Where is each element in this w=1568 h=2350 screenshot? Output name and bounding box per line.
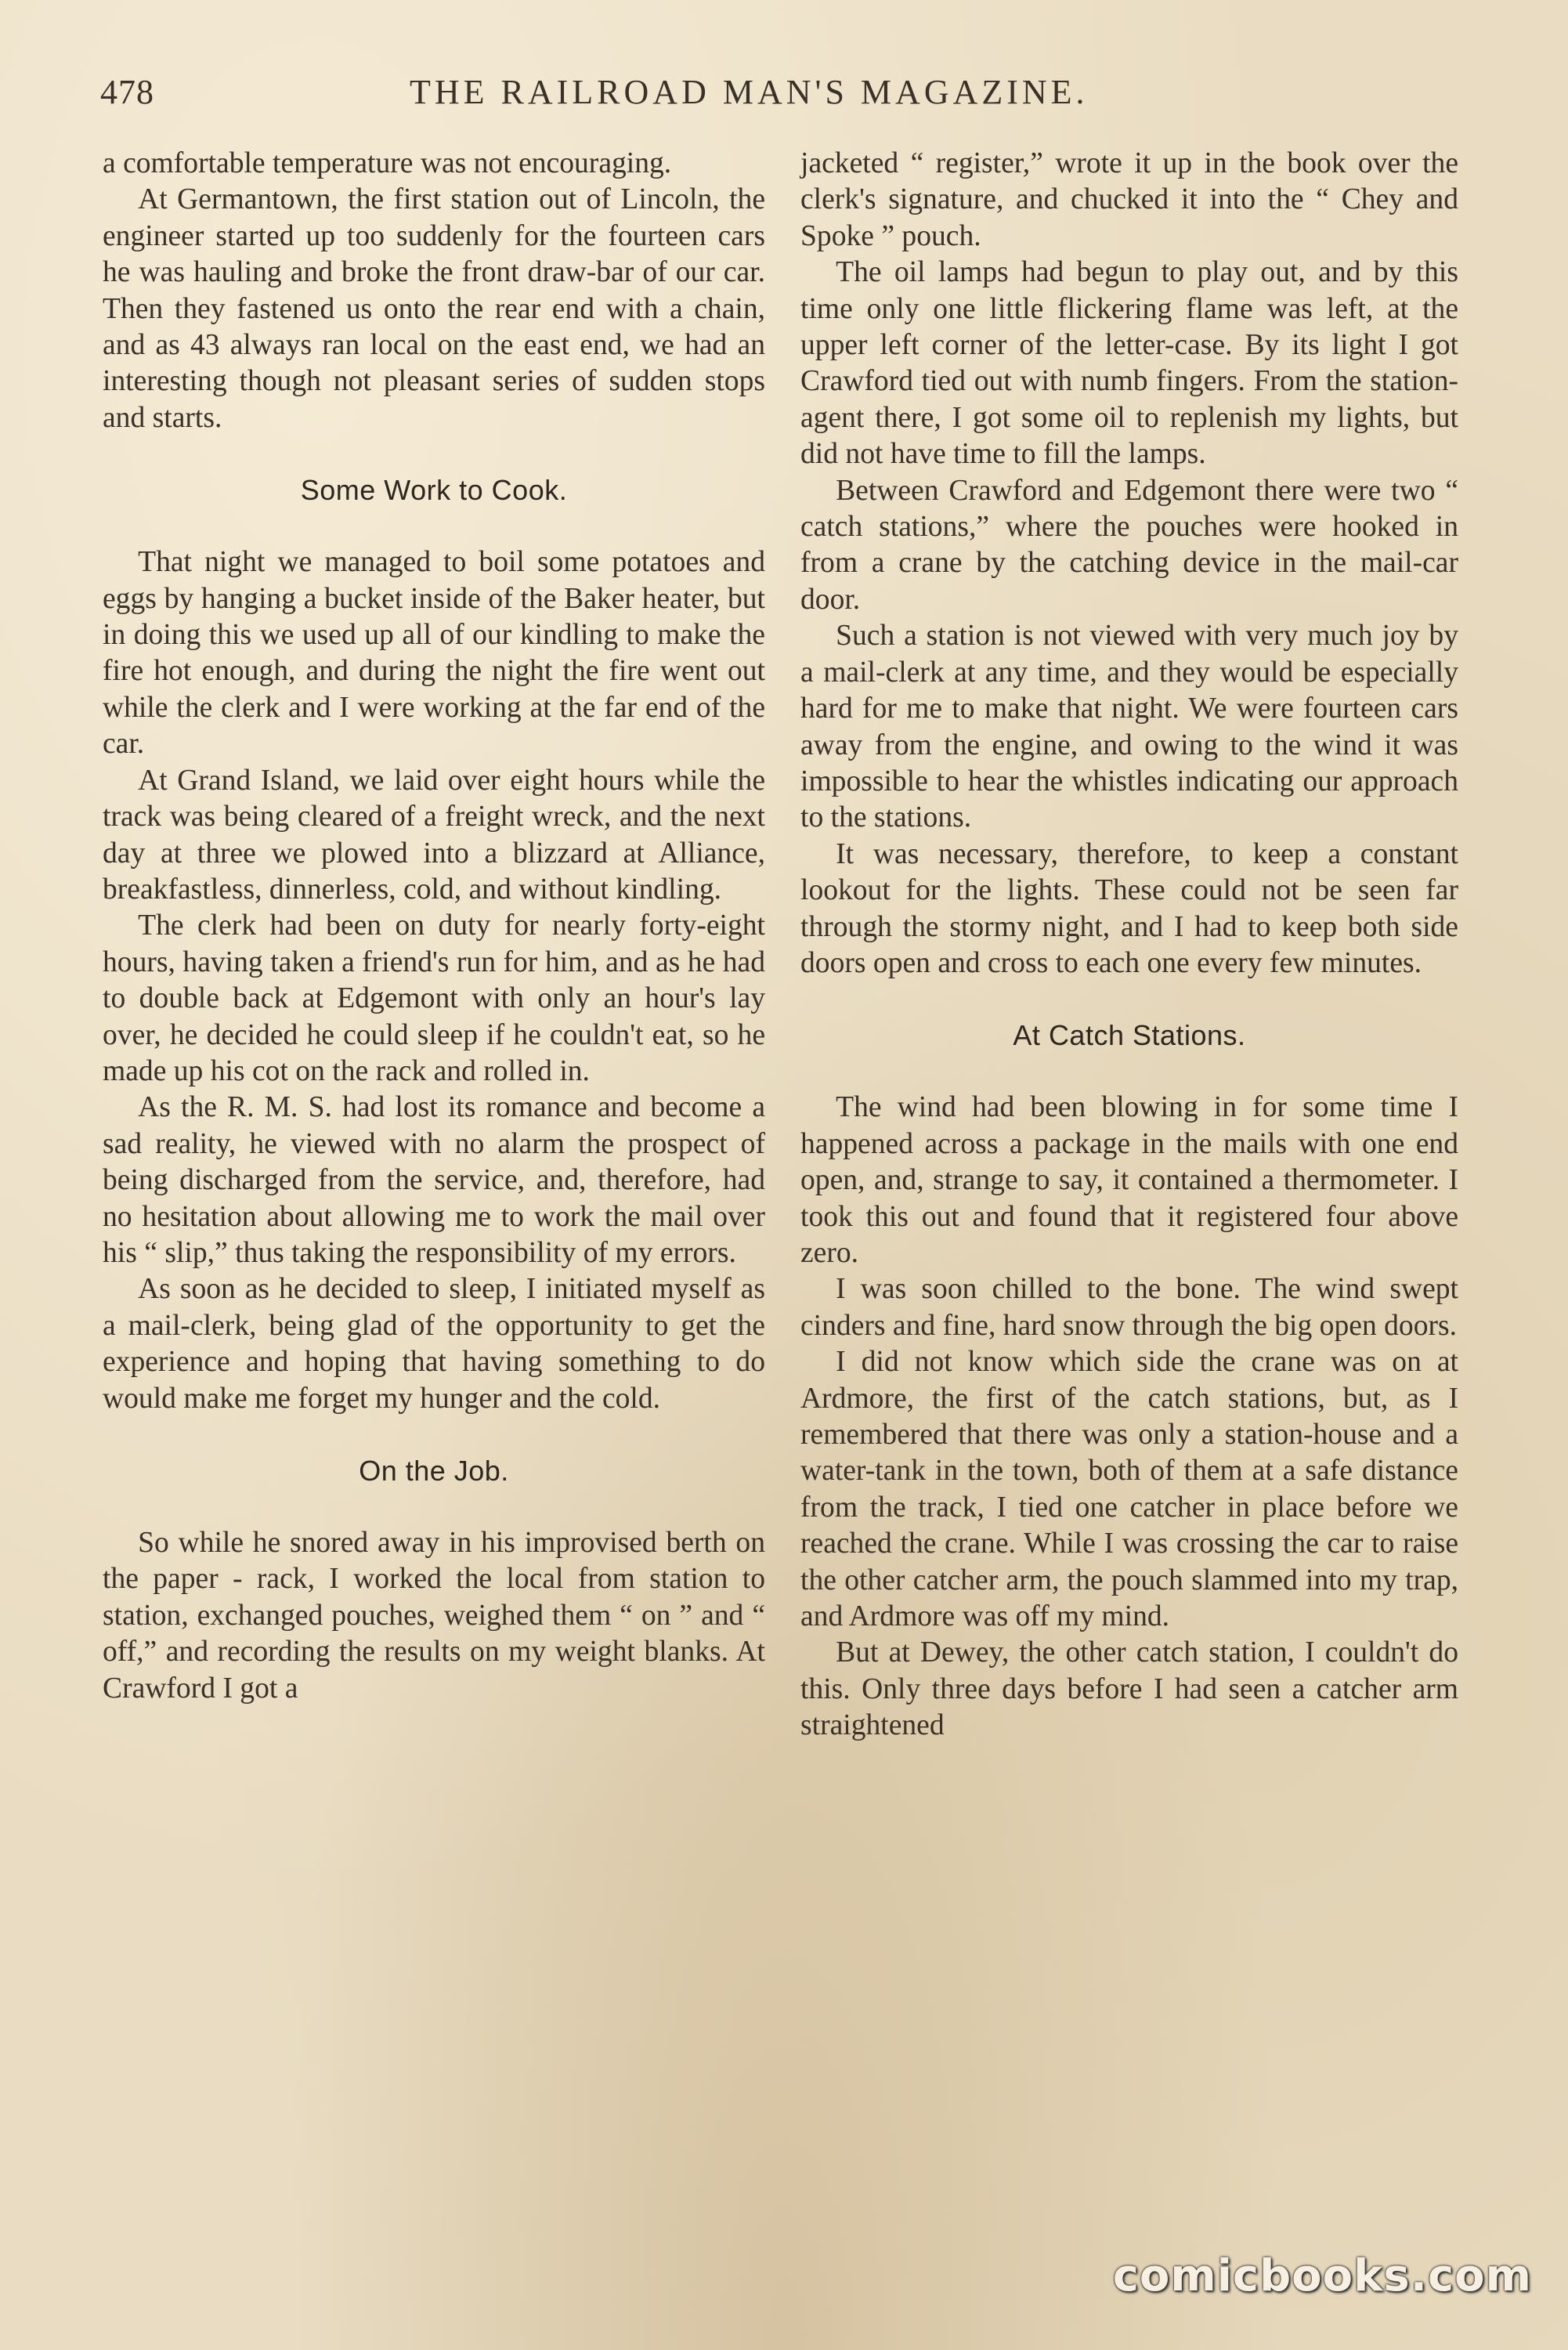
paragraph: The wind had been blowing in for some time I happened across a package in the mails with one end open, and, strange to say, it contained a thermometer. I took this out and found that it registered four above zero. xyxy=(800,1091,1458,1269)
paragraph: Such a station is not viewed with very much joy by a mail-clerk at any time, and they would be especially hard for me to make that night. We were fourteen cars away from the engine, and owing to the wind it was impossible to hear the whistles indicating our approach to the stations. xyxy=(800,620,1458,834)
section-heading: At Catch Stations. xyxy=(1013,1019,1246,1052)
paragraph: But at Dewey, the other catch station, I couldn't do this. Only three days before I had seen a catcher arm straightened xyxy=(800,1636,1458,1742)
paragraph: I did not know which side the crane was on at Ardmore, the first of the catch stations, but, as I remembered that there was only a station-house and a water-tank in the town, both of them at a safe distance from the track, I tied one catcher in place before we reached the crane. While I was crossing the car to raise the other catcher arm, the pouch slammed into my trap, and Ardmore was off my mind. xyxy=(800,1346,1458,1633)
running-head xyxy=(100,72,1468,119)
magazine-title: THE RAILROAD MAN'S MAGAZINE. xyxy=(410,73,1089,111)
paragraph: It was necessary, therefore, to keep a constant lookout for the lights. These could not be seen far through the stormy night, and I had to keep both side doors open and cross to each one every few minutes. xyxy=(800,837,1458,979)
paragraph: Between Crawford and Edgemont there were two “ catch stations,” where the pouches were hooked in from a crane by the catching device in the mail-car door. xyxy=(800,474,1458,616)
paragraph: a comfortable temperature was not encouraging. xyxy=(103,147,672,179)
section-heading: Some Work to Cook. xyxy=(300,474,568,507)
paragraph: At Germantown, the first station out of Lincoln, the engineer started up too suddenly for the fourteen cars he was hauling and broke the front draw-bar of our car. Then they fastened us onto the rear end with a chain, and as 43 always ran local on the east end, we had an interesting though not pleasant series of sudden stops and starts. xyxy=(103,183,765,434)
paragraph: That night we managed to boil some potatoes and eggs by hanging a bucket inside of the Baker heater, but in doing this we used up all of our kindling to make the fire hot enough, and during the night the fire went out while the clerk and I were working at the far end of the car. xyxy=(103,546,765,761)
paragraph: So while he snored away in his improvised berth on the paper - rack, I worked the local from station to station, exchanged pouches, weighed them “ on ” and “ off,” and recording the results on my weight blanks. At Crawford I got a xyxy=(103,1527,765,1705)
paragraph: As the R. M. S. had lost its romance and become a sad reality, he viewed with no alarm the prospect of being discharged from the service, and, therefore, had no hesitation about allowing me to work the mail over his “ slip,” thus taking the responsibility of my errors. xyxy=(103,1091,765,1269)
left-column xyxy=(103,146,765,1707)
right-column xyxy=(800,146,1458,1744)
paragraph: jacketed “ register,” wrote it up in the book over the clerk's signature, and chucked it into the “ Chey and Spoke ” pouch. xyxy=(800,147,1458,252)
watermark-logo: comicbooks.com xyxy=(1112,2251,1532,2301)
paragraph: The oil lamps had begun to play out, and by this time only one little flickering flame was left, at the upper left corner of the letter-case. By its light I got Crawford tied out with numb fingers. From the station-agent there, I got some oil to replenish my lights, but did not have time to fill the lamps. xyxy=(800,256,1458,471)
section-heading: On the Job. xyxy=(359,1455,509,1487)
paragraph: I was soon chilled to the bone. The wind swept cinders and fine, hard snow through the big open doors. xyxy=(800,1273,1458,1342)
paragraph: As soon as he decided to sleep, I initiated myself as a mail-clerk, being glad of the opportunity to get the experience and hoping that having something to do would make me forget my hunger and the cold. xyxy=(103,1273,765,1415)
paragraph: The clerk had been on duty for nearly forty-eight hours, having taken a friend's run for him, and as he had to double back at Edgemont with only an hour's lay over, he decided he could sleep if he couldn't eat, so he made up his cot on the rack and rolled in. xyxy=(103,909,765,1087)
page-number: 478 xyxy=(100,73,154,111)
paragraph: At Grand Island, we laid over eight hours while the track was being cleared of a freight wreck, and the next day at three we plowed into a blizzard at Alliance, breakfastless, dinnerless, cold, and without kindling. xyxy=(103,764,765,906)
